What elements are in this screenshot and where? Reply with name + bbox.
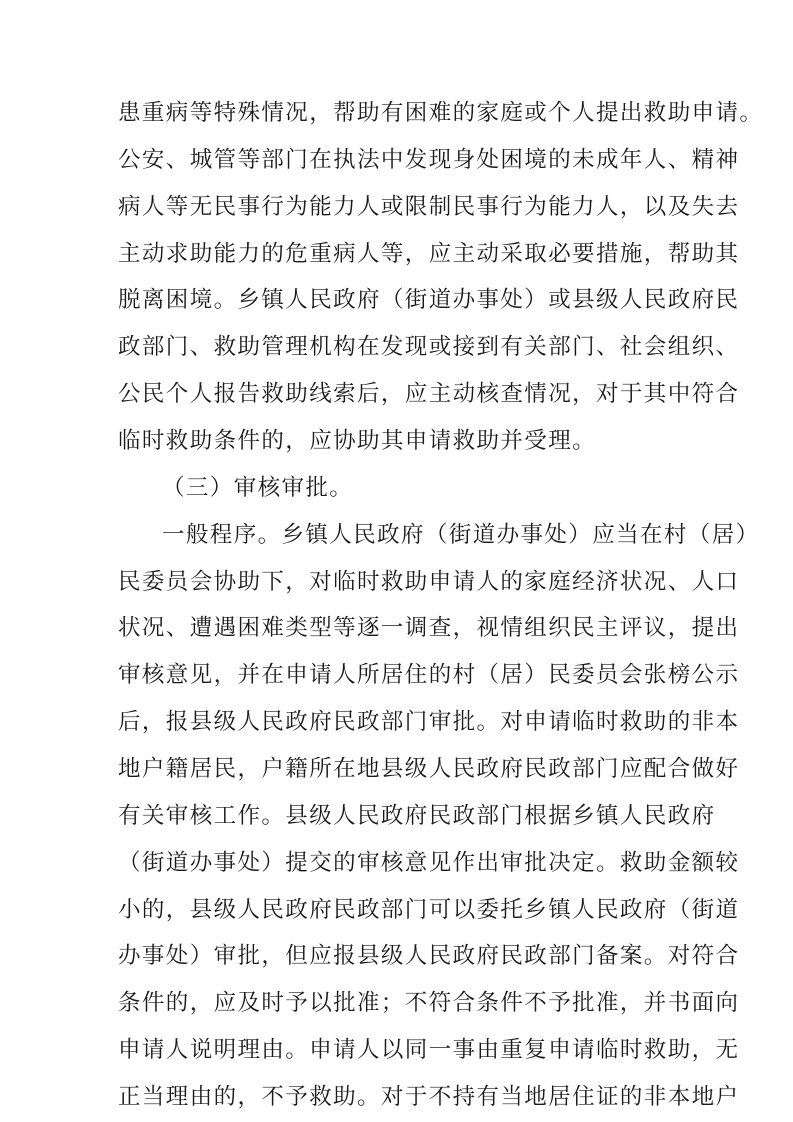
- text-line: 病人等无民事行为能力人或限制民事行为能力人，以及失去: [118, 194, 740, 220]
- text-line: 民委员会协助下，对临时救助申请人的家庭经济状况、人口: [118, 569, 740, 595]
- text-line: 有关审核工作。县级人民政府民政部门根据乡镇人民政府: [118, 803, 716, 829]
- text-line: 条件的，应及时予以批准；不符合条件不予批准，并书面向: [118, 990, 740, 1016]
- text-line: 公安、城管等部门在执法中发现身处困境的未成年人、精神: [118, 147, 740, 173]
- text-line: 脱离困境。乡镇人民政府（街道办事处）或县级人民政府民: [118, 287, 740, 313]
- text-line: 申请人说明理由。申请人以同一事由重复申请临时救助，无: [118, 1037, 740, 1063]
- text-line: 办事处）审批，但应报县级人民政府民政部门备案。对符合: [118, 943, 740, 969]
- section-heading: （三）审核审批。: [162, 475, 354, 501]
- text-line: 主动求助能力的危重病人等，应主动采取必要措施，帮助其: [118, 241, 740, 267]
- text-line: 临时救助条件的，应协助其申请救助并受理。: [118, 428, 597, 454]
- text-line: 患重病等特殊情况，帮助有困难的家庭或个人提出救助申请。: [118, 100, 764, 126]
- text-line: 政部门、救助管理机构在发现或接到有关部门、社会组织、: [118, 334, 740, 360]
- text-line: 公民个人报告救助线索后，应主动核查情况，对于其中符合: [118, 381, 740, 407]
- text-line: 地户籍居民，户籍所在地县级人民政府民政部门应配合做好: [118, 756, 740, 782]
- text-line: 状况、遭遇困难类型等逐一调查，视情组织民主评议，提出: [118, 615, 740, 641]
- text-line: 审核意见，并在申请人所居住的村（居）民委员会张榜公示: [118, 662, 740, 688]
- text-line: 后，报县级人民政府民政部门审批。对申请临时救助的非本: [118, 709, 740, 735]
- text-line: 小的，县级人民政府民政部门可以委托乡镇人民政府（街道: [118, 897, 740, 923]
- text-line: （街道办事处）提交的审核意见作出审批决定。救助金额较: [118, 850, 740, 876]
- text-line: 一般程序。乡镇人民政府（街道办事处）应当在村（居）: [162, 522, 760, 548]
- text-line: 正当理由的，不予救助。对于不持有当地居住证的非本地户: [118, 1084, 740, 1110]
